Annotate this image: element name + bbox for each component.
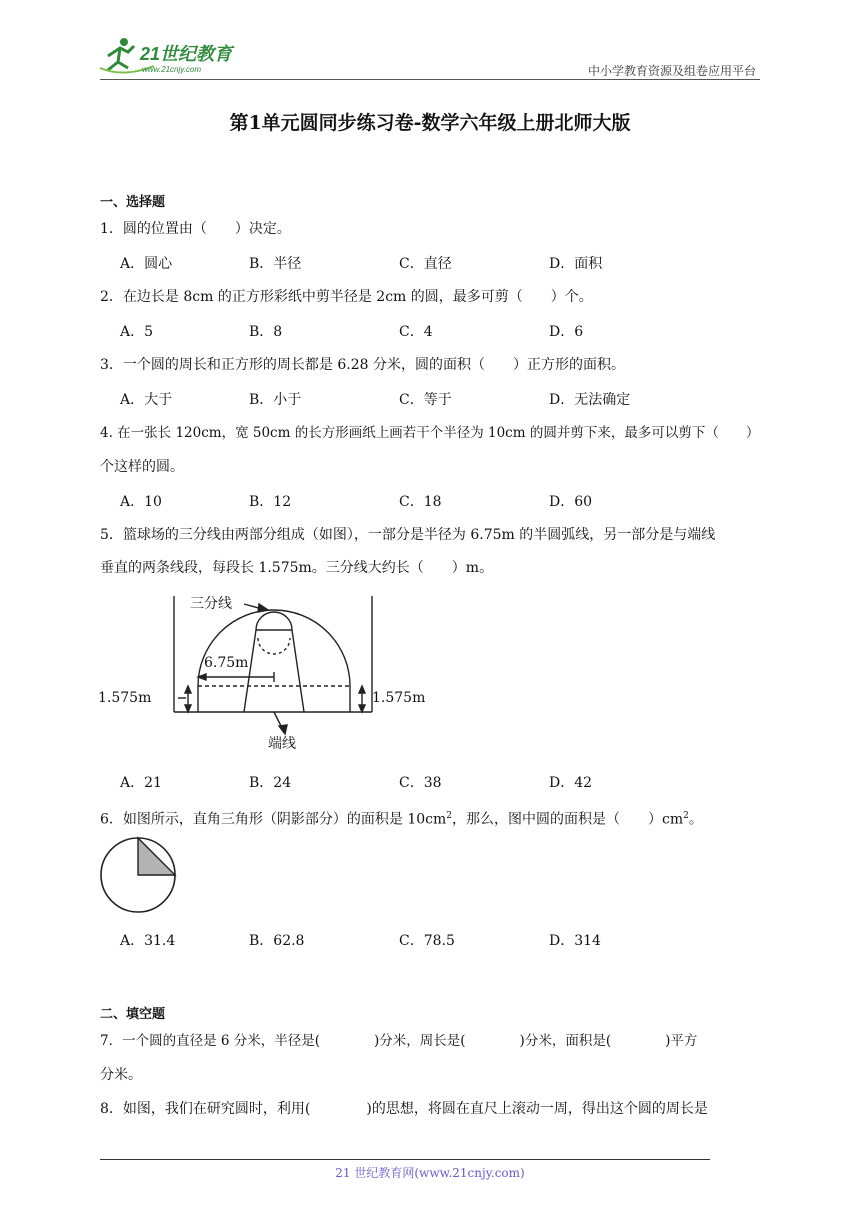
q4-option-a: A．10 <box>120 494 162 510</box>
question-4-line1: 4. 在一张长 120cm，宽 50cm 的长方形画纸上画若干个半径为 10cm 的圆并剪下来，最多可以剪下（ ） <box>100 425 760 441</box>
court-diagram <box>96 588 436 758</box>
section-heading-fill: 二、填空题 <box>100 1007 166 1022</box>
q3-option-a: A．大于 <box>120 392 173 408</box>
question-7-line2: 分米。 <box>100 1067 142 1083</box>
radius-label: 6.75m <box>204 655 249 671</box>
right-length-label: 1.575m <box>372 690 426 706</box>
platform-label: 中小学教育资源及组卷应用平台 <box>587 64 756 78</box>
q5-option-a: A．21 <box>120 775 162 791</box>
question-5-line1: 5．篮球场的三分线由两部分组成（如图），一部分是半径为 6.75m 的半圆弧线，另一部分是与端线 <box>100 527 716 543</box>
question-4-line2: 个这样的圆。 <box>100 459 184 475</box>
question-7-line1: 7．一个圆的直径是 6 分米，半径是( )分米，周长是( )分米，面积是( )平方 <box>100 1033 698 1049</box>
q6-text-after: 。 <box>688 811 703 828</box>
q6-option-c: C．78.5 <box>399 933 455 949</box>
q4-option-b: B．12 <box>249 494 292 510</box>
q6-option-d: D．314 <box>549 933 601 949</box>
circle-figure <box>98 834 182 918</box>
q3-option-b: B．小于 <box>249 392 302 408</box>
q2-option-c: C．4 <box>399 324 433 340</box>
circle-triangle-diagram <box>98 834 182 918</box>
q6-text-before: 6．如图所示，直角三角形（阴影部分）的面积是 10cm <box>100 811 447 828</box>
q1-option-b: B．半径 <box>249 256 302 272</box>
footer-text: 21 世纪教育网(www.21cnjy.com) <box>335 1166 525 1180</box>
left-length-label: 1.575m <box>98 690 152 706</box>
question-2: 2．在边长是 8cm 的正方形彩纸中剪半径是 2cm 的圆，最多可剪（ ）个。 <box>100 289 593 305</box>
q5-option-b: B．24 <box>249 775 292 791</box>
section-heading-choice: 一、选择题 <box>100 195 166 210</box>
logo-runner-icon <box>94 34 264 78</box>
q6-option-a: A．31.4 <box>120 933 176 949</box>
q6-sup-1: 2 <box>446 811 453 821</box>
q4-option-c: C．18 <box>399 494 442 510</box>
court-figure <box>96 588 436 758</box>
site-logo <box>94 34 264 78</box>
baseline-label: 端线 <box>268 736 296 752</box>
q6-option-b: B．62.8 <box>249 933 305 949</box>
q2-option-d: D．6 <box>549 324 584 340</box>
page-title: 第1单元圆同步练习卷-数学六年级上册北师大版 <box>229 112 631 134</box>
q5-option-c: C．38 <box>399 775 442 791</box>
q2-option-a: A．5 <box>120 324 154 340</box>
q6-text-mid: ，那么，图中圆的面积是（ ）cm <box>452 811 684 828</box>
question-8-line1: 8．如图，我们在研究圆时，利用( )的思想，将圆在直尺上滚动一周，得出这个圆的周长是 <box>100 1101 708 1117</box>
header-divider <box>100 79 760 80</box>
q1-option-d: D．面积 <box>549 256 603 272</box>
q2-option-b: B．8 <box>249 324 283 340</box>
question-5-line2: 垂直的两条线段，每段长 1.575m。三分线大约长（ ）m。 <box>100 560 494 576</box>
question-1: 1．圆的位置由（ ）决定。 <box>100 221 291 237</box>
question-6 <box>100 806 762 830</box>
q4-option-d: D．60 <box>549 494 593 510</box>
q1-option-a: A．圆心 <box>120 256 173 272</box>
question-3: 3．一个圆的周长和正方形的周长都是 6.28 分米，圆的面积（ ）正方形的面积。 <box>100 357 625 373</box>
q1-option-c: C．直径 <box>399 256 452 272</box>
three-point-label: 三分线 <box>190 596 232 612</box>
q3-option-d: D．无法确定 <box>549 392 631 408</box>
q6-sup-2: 2 <box>683 811 689 821</box>
logo-url: www.21cnjy.com <box>142 65 201 74</box>
footer-divider <box>100 1159 710 1160</box>
q3-option-c: C．等于 <box>399 392 452 408</box>
logo-text: 21世纪教育 <box>140 44 233 64</box>
q5-option-d: D．42 <box>549 775 593 791</box>
